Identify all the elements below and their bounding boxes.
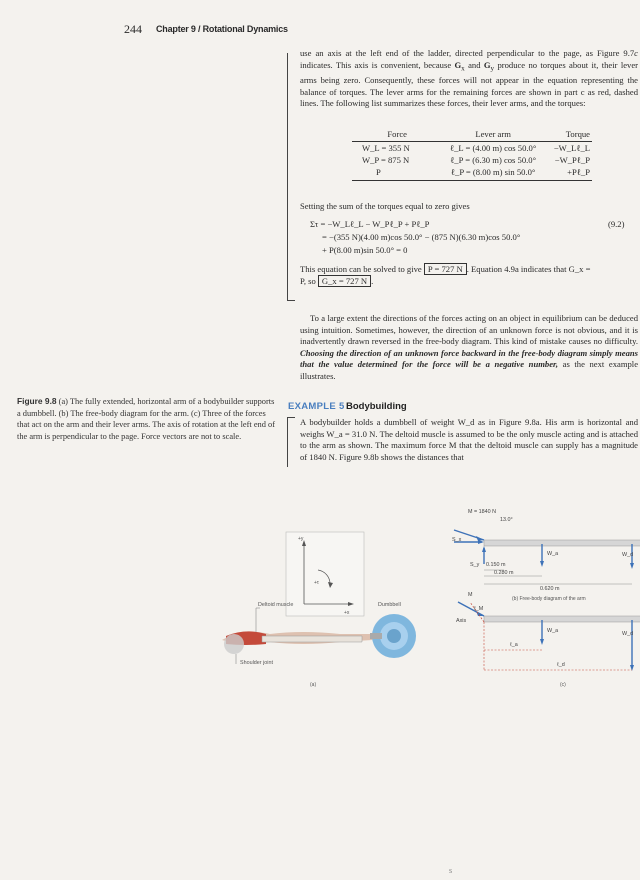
label-lever-a: ℓ_a xyxy=(510,642,518,648)
table-header: Force xyxy=(352,128,434,142)
table-row: P ℓ_P = (8.00 m) sin 50.0° +Pℓ_P xyxy=(352,166,592,181)
label-axis: Axis xyxy=(456,618,467,624)
figure-caption: Figure 9.8 (a) The fully extended, horizontal arm of a bodybuilder supports a dumbbell. (b) The free-body diagram for the arm. (c) Three of the forces that act on the arm and their lever arms. The axis of rotation at the left end of the arm is perpendicular to the page. Force vectors are not to scale. xyxy=(17,396,275,441)
label-lever-d: ℓ_d xyxy=(557,662,565,668)
label-Wd-c: W_d xyxy=(622,631,634,637)
example-label: EXAMPLE 5 xyxy=(288,401,345,412)
label-M: M xyxy=(468,592,473,598)
example-text: A bodybuilder holds a dumbbell of weight W_d as in Figure 9.8a. His arm is horizontal and weighs W_a = 31.0 N. The deltoid muscle is assumed to be the only muscle acting and is attached to the arm as shown. The maximum force M that the deltoid muscle can supply has a magnitude of 1840 N. Figure 9.8b shows the distances that xyxy=(300,417,638,462)
part-c-label: (c) xyxy=(560,682,566,688)
table-row: W_P = 875 N ℓ_P = (6.30 m) cos 50.0° −W_Pℓ_P xyxy=(362,155,590,165)
part-a-label: (a) xyxy=(310,682,317,688)
label-Wa: W_a xyxy=(547,551,559,557)
figure-9-8 xyxy=(222,500,640,700)
label-Wd: W_d xyxy=(622,552,634,558)
label-Sx: S_x xyxy=(452,537,462,543)
body-paragraph: To a large extent the directions of the forces acting on an object in equilibrium can be deduced using intuition. Sometimes, however, the direction of an unknown force is not obvious, and it is inadvertently drawn reversed in the free-body diagram. This kind of mistake causes no difficulty. Choosing the direction of an unknown force backward in the free-body diagram simply means that the value determined for the force will be a negative number, as the next example illustrates. xyxy=(300,313,639,381)
equation-line: Στ = −W_Lℓ_L − W_Pℓ_P + Pℓ_P xyxy=(310,219,430,229)
example-bar xyxy=(287,417,288,467)
equation-number: (9.2) xyxy=(608,219,625,229)
label-d1: 0.150 m xyxy=(486,562,506,568)
free-body-diagram xyxy=(452,509,640,602)
page-mark: s xyxy=(449,866,453,875)
example-title: Bodybuilding xyxy=(346,401,407,412)
lever-arm-diagram xyxy=(456,592,640,688)
label-Sy: S_y xyxy=(470,562,480,568)
table-row: W_L = 355 N ℓ_L = (4.00 m) cos 50.0° −W_Lℓ_L xyxy=(362,143,590,153)
axes-inset xyxy=(286,532,364,616)
axis-label-x: +x xyxy=(344,610,350,616)
axis-label-y: +y xyxy=(298,536,304,542)
solution-line: P, so G_x = 727 N . xyxy=(300,276,374,286)
label-M-value: M = 1840 N xyxy=(468,509,497,515)
solution-bar xyxy=(287,53,288,300)
label-dumbbell: Dumbbell xyxy=(378,602,401,608)
equation-line: = −(355 N)(4.00 m)cos 50.0° − (875 N)(6.30 m)cos 50.0° xyxy=(322,232,521,242)
label-Wa-c: W_a xyxy=(547,628,559,634)
page-number: 244 xyxy=(124,22,142,36)
label-deltoid: Deltoid muscle xyxy=(258,602,294,608)
label-d3: 0.620 m xyxy=(540,586,560,592)
boxed-answer: G_x = 727 N xyxy=(318,275,371,287)
table-header: Torque xyxy=(552,128,592,142)
equation-intro: Setting the sum of the torques equal to zero gives xyxy=(300,201,470,211)
axis-label-torque: +τ xyxy=(314,580,319,586)
solution-line: This equation can be solved to give P = 727 N . Equation 4.9a indicates that G_x = xyxy=(300,264,591,274)
table-header: Lever arm xyxy=(434,128,551,142)
torque-table xyxy=(352,128,592,181)
label-angle: 13.0° xyxy=(500,517,513,523)
label-lever-M: ℓ_M xyxy=(474,606,484,612)
intro-paragraph: use an axis at the left end of the ladder, directed perpendicular to the page, as Figure 9.7c indicates. This axis is convenient, because $G_x$ and $G_y$ produce no torques about it, their lever arms being zero. Consequently, these forces will not appear in the equation representing the balance of torques. The lever arms for the remaining forces are shown in part c as red, dashed lines. The following list summarizes these forces, their lever arms, and the torques: xyxy=(300,48,638,109)
part-b-label: (b) Free-body diagram of the arm xyxy=(512,596,586,602)
chapter-title: Chapter 9 / Rotational Dynamics xyxy=(156,24,288,34)
equation-line: + P(8.00 m)sin 50.0° = 0 xyxy=(322,245,408,255)
boxed-answer: P = 727 N xyxy=(424,263,467,275)
label-shoulder: Shoulder joint xyxy=(240,660,273,666)
label-d2: 0.280 m xyxy=(494,570,514,576)
example-bar-top xyxy=(287,417,295,418)
solution-bar-foot xyxy=(287,300,295,301)
